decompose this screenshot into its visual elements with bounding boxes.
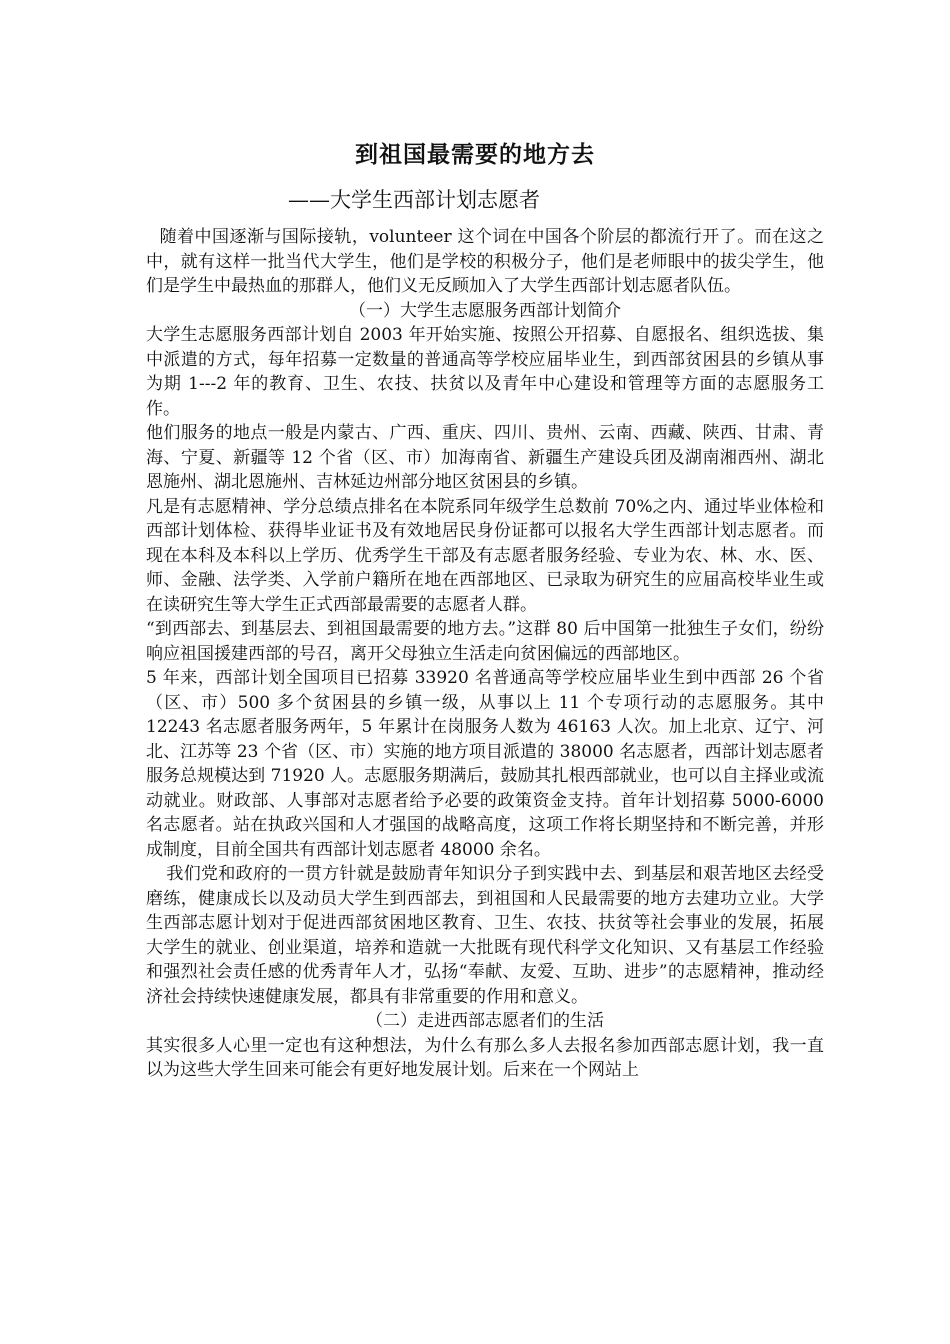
section-heading-1: （一）大学生志愿服务西部计划简介	[349, 300, 621, 321]
intro-paragraph: 随着中国逐渐与国际接轨，volunteer 这个词在中国各个阶层的都流行开了。而在这之中，就有这样一批当代大学生，他们是学校的积极分子，他们是老师眼中的拔尖学生，他们是学生中最热血的那群人，他们义无反顾加入了大学生西部计划志愿者队伍。	[146, 227, 824, 296]
section1-closing-paragraph: 我们党和政府的一贯方针就是鼓励青年知识分子到实践中去、到基层和艰苦地区去经受磨练，健康成长以及动员大学生到西部去，到祖国和人民最需要的地方去建功立业。大学生西部志愿计划对于促进西部贫困地区教育、卫生、农技、扶贫等社会事业的发展，拓展大学生的就业、创业渠道，培养和造就一大批既有现代科学文化知识、又有基层工作经验和强烈社会责任感的优秀青年人才，弘扬“奉献、友爱、互助、进步”的志愿精神，推动经济社会持续快速健康发展，都具有非常重要的作用和意义。	[146, 864, 824, 1007]
document-title: 到祖国最需要的地方去	[355, 141, 595, 168]
section1-paragraph: 大学生志愿服务西部计划自 2003 年开始实施、按照公开招募、自愿报名、组织选拔、集中派遣的方式，每年招募一定数量的普通高等学校应届毕业生，到西部贫困县的乡镇从事为期 1---2 年的教育、卫生、农技、扶贫以及青年中心建设和管理等方面的志愿服务工作。	[146, 325, 824, 419]
section1-paragraph: 凡是有志愿精神、学分总绩点排名在本院系同年级学生总数前 70%之内、通过毕业体检和西部计划体检、获得毕业证书及有效地居民身份证都可以报名大学生西部计划志愿者。而现在本科及本科以上学历、优秀学生干部及有志愿者服务经验、专业为农、林、水、医、师、金融、法学类、入学前户籍所在地在西部地区、已录取为研究生的应届高校毕业生或在读研究生等大学生正式西部最需要的志愿者人群。	[146, 496, 824, 615]
document-subtitle: ——大学生西部计划志愿者	[288, 188, 540, 212]
section-heading-2: （二）走进西部志愿者们的生活	[366, 1011, 604, 1031]
section1-paragraph: 5 年来，西部计划全国项目已招募 33920 名普通高等学校应届毕业生到中西部 26 个省（区、市）500 多个贫困县的乡镇一级，从事以上 11 个专项行动的志愿服务。其中 12243 名志愿者服务两年，5 年累计在岗服务人数为 46163 人次。加上北京、辽宁、河北、江苏等 23 个省（区、市）实施的地方项目派遣的 38000 名志愿者，西部计划志愿者服务总规模达到 71920 人。志愿服务期满后，鼓励其扎根西部就业，也可以自主择业或流动就业。财政部、人事部对志愿者给予必要的政策资金支持。首年计划招募 5000-6000 名志愿者。站在执政兴国和人才强国的战略高度，这项工作将长期坚持和不断完善，并形成制度，目前全国共有西部计划志愿者 48000 余名。	[146, 668, 824, 860]
section1-paragraph: 他们服务的地点一般是内蒙古、广西、重庆、四川、贵州、云南、西藏、陕西、甘肃、青海、宁夏、新疆等 12 个省（区、市）加海南省、新疆生产建设兵团及湖南湘西州、湖北恩施州、湖北恩施州、吉林延边州部分地区贫困县的乡镇。	[146, 423, 824, 492]
document-body	[146, 225, 824, 1083]
section1-paragraph: “到西部去、到基层去、到祖国最需要的地方去。”这群 80 后中国第一批独生子女们，纷纷响应祖国援建西部的号召，离开父母独立生活走向贫困偏远的西部地区。	[146, 619, 824, 664]
section2-paragraph: 其实很多人心里一定也有这种想法，为什么有那么多人去报名参加西部志愿计划，我一直以为这些大学生回来可能会有更好地发展计划。后来在一个网站上	[146, 1035, 824, 1080]
